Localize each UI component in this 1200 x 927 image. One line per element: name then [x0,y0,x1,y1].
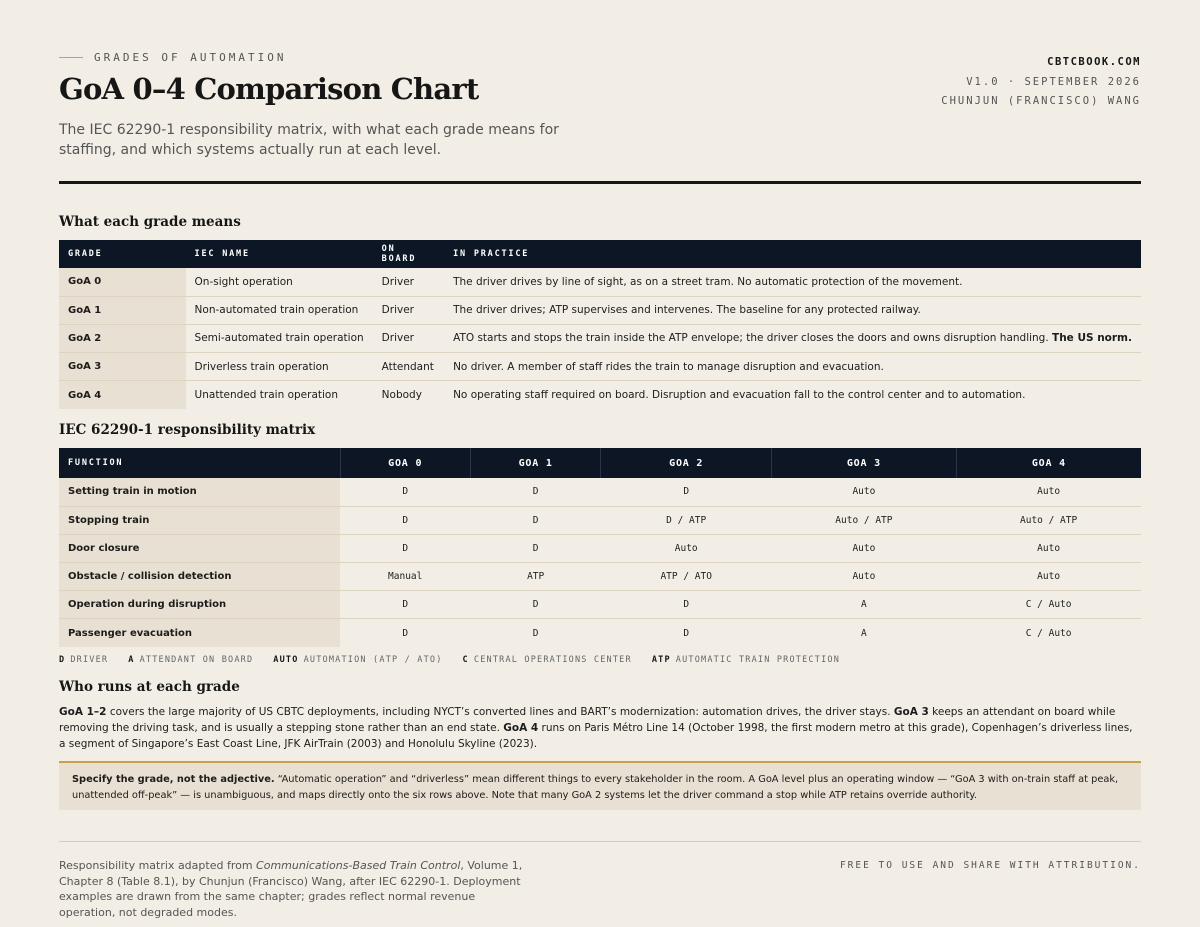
matrix-cell: Auto / ATP [956,506,1141,534]
version-date: V1.0 · SEPTEMBER 2026 [966,75,1141,88]
matrix-cell: Auto [772,478,957,506]
who-runs-heading: Who runs at each grade [59,679,240,695]
on-board-cell: Driver [373,268,444,296]
legend-item [273,655,442,665]
goa-1-2-text: covers the large majority of US CBTC deployments, including NYCT’s converted lines and BART’s modernization: automation drives, the driver stays. [106,706,894,718]
matrix-cell: A [861,627,867,639]
iec-name-cell: Semi-automated train operation [186,324,373,352]
col-goa-2: GOA 2 [601,448,772,478]
practice-cell [444,296,1141,324]
col-on-board: ON BOARD [373,240,444,268]
legend-label: AUTOMATION (ATP / ATO) [303,655,443,665]
legend-item [128,655,253,665]
goa-3-label: GoA 3 [893,706,929,718]
function-cell: Obstacle / collision detection [59,563,340,591]
matrix-cell: D [532,627,539,639]
table-row [59,591,1141,619]
legend-item [59,655,108,665]
matrix-cell: C / Auto [1025,627,1072,639]
on-board-cell: Nobody [381,389,422,402]
eyebrow-rule [59,57,83,58]
grade-cell: GoA 2 [59,324,186,352]
practice-text: The driver drives by line of sight, as on a street tram. No automatic protection of the movement. [453,275,963,288]
practice-text: The driver drives; ATP supervises and intervenes. The baseline for any protected railway. [453,304,921,317]
on-board-cell: Driver [373,324,444,352]
table-row [59,353,1141,381]
matrix-cell: Auto [772,563,957,591]
iec-name-cell: Non-automated train operation [186,296,373,324]
matrix-cell: ATP [470,563,600,591]
matrix-cell: D [340,591,470,619]
practice-cell [444,353,1141,381]
function-cell: Setting train in motion [59,478,340,506]
on-board-cell: Driver [373,296,444,324]
grade-cell: GoA 4 [59,381,186,409]
goa-3-text: keeps an attendant on board while removing the driving task, and is usually a stepping stone rather than an end state. [59,706,1116,734]
matrix-cell: ATP / ATO [601,563,772,591]
matrix-cell: Auto [956,563,1141,591]
grade-cell: GoA 1 [59,296,186,324]
matrix-cell: Manual [340,563,470,591]
table-row [59,478,1141,506]
matrix-cell: D [601,591,772,619]
grades-table [59,240,1141,409]
responsibility-matrix [59,448,1141,647]
footer-divider [59,841,1141,842]
license-note: FREE TO USE AND SHARE WITH ATTRIBUTION. [839,860,1141,871]
callout-lead: Specify the grade, not the adjective. [72,774,275,785]
function-cell: Operation during disruption [59,591,340,619]
legend-key: A [128,655,135,665]
practice-text: No operating staff required on board. Disruption and evacuation fall to the control center and to automation. [453,389,1026,402]
goa-4-label: GoA 4 [503,722,539,734]
col-goa-4: GOA 4 [956,448,1141,478]
practice-cell [444,381,1141,409]
legend-key: ATP [651,655,671,665]
col-iec-name: IEC NAME [186,240,373,268]
matrix-cell: D / ATP [601,506,772,534]
source-pre: Responsibility matrix adapted from [59,859,257,872]
col-goa-0: GOA 0 [340,448,470,478]
function-cell: Stopping train [59,506,340,534]
header-meta [941,53,1141,112]
eyebrow [59,51,286,64]
legend-item [463,655,632,665]
goa-1-2-label: GoA 1–2 [59,706,107,718]
source-book-title: Communications-Based Train Control [256,859,461,872]
legend-key: AUTO [273,655,299,665]
grade-cell: GoA 0 [59,268,186,296]
grades-header-row [59,240,1141,268]
source-post: , Volume 1, Chapter 8 (Table 8.1), by Chunjun (Francisco) Wang, after IEC 62290-1. Deployment examples are drawn from the same chapter; grades reflect normal revenue operation, not degraded modes. [59,859,523,919]
page-subtitle: The IEC 62290-1 responsibility matrix, with what each grade means for staffing, and which systems actually run at each level. [59,122,559,158]
legend-label: DRIVER [70,655,109,665]
practice-emphasis: The US norm. [1052,332,1132,345]
matrix-cell: D [402,627,409,639]
grades-heading: What each grade means [59,214,241,230]
site-name: CBTCBOOK.COM [1047,56,1141,68]
matrix-cell: D [470,478,600,506]
col-function: FUNCTION [59,448,340,478]
matrix-cell: C / Auto [956,591,1141,619]
function-cell: Door closure [59,534,340,562]
matrix-cell: Auto [956,478,1141,506]
matrix-cell: Auto [772,534,957,562]
legend-key: C [462,655,469,665]
matrix-cell: Auto / ATP [772,506,957,534]
matrix-heading: IEC 62290-1 responsibility matrix [59,422,316,438]
legend-label: CENTRAL OPERATIONS CENTER [473,655,632,665]
matrix-cell: Auto [956,534,1141,562]
function-cell: Passenger evacuation [59,619,340,647]
table-row [59,324,1141,352]
table-row [59,296,1141,324]
author-name: CHUNJUN (FRANCISCO) WANG [941,95,1141,107]
col-grade: GRADE [59,240,186,268]
header-divider [59,181,1141,184]
table-row [59,534,1141,562]
legend-label: AUTOMATIC TRAIN PROTECTION [675,655,841,665]
legend-item [652,655,840,665]
matrix-cell: D [601,478,772,506]
matrix-cell: D [340,534,470,562]
table-row [59,619,1141,647]
matrix-cell: Auto [601,534,772,562]
matrix-cell: D [470,534,600,562]
legend-key: D [59,655,66,665]
matrix-cell: D [470,506,600,534]
practice-text: No driver. A member of staff rides the train to manage disruption and evacuation. [453,360,884,373]
eyebrow-text: GRADES OF AUTOMATION [94,51,287,64]
matrix-cell: D [683,627,690,639]
col-goa-3: GOA 3 [772,448,957,478]
matrix-cell: D [340,478,470,506]
table-row [59,381,1141,409]
callout-text: “Automatic operation” and “driverless” mean different things to every stakeholder in the room. A GoA level plus an operating window — “GoA 3 with on-train staff at peak, unattended off-peak” — is unambiguous, and maps directly onto the six rows above. Note that many GoA 2 systems let the driver command a stop while ATP retains override authority. [72,774,1119,801]
legend-label: ATTENDANT ON BOARD [139,655,254,665]
matrix-cell: D [470,591,600,619]
col-in-practice: IN PRACTICE [444,240,1141,268]
iec-name-cell: Driverless train operation [186,353,373,381]
matrix-cell: A [772,591,957,619]
page-title: GoA 0–4 Comparison Chart [59,72,479,106]
col-goa-1: GOA 1 [470,448,600,478]
who-runs-paragraph [59,704,1141,752]
iec-name-cell: Unattended train operation [194,389,338,402]
practice-cell [444,268,1141,296]
grade-cell: GoA 3 [59,353,186,381]
source-note [59,858,529,920]
table-row [59,506,1141,534]
callout-box [59,761,1141,810]
table-row [59,268,1141,296]
matrix-header-row [59,448,1141,478]
iec-name-cell: On-sight operation [186,268,373,296]
matrix-cell: D [340,506,470,534]
matrix-legend [59,655,860,665]
on-board-cell: Attendant [373,353,444,381]
practice-cell [444,324,1141,352]
goa-4-text: runs on Paris Métro Line 14 (October 1998, the first modern metro at this grade), Copenhagen’s driverless lines, a segment of Singapore’s East Coast Line, JFK AirTrain (2003) and Honolulu Skyline (2023). [59,722,1133,750]
practice-text: ATO starts and stops the train inside the ATP envelope; the driver closes the doors and owns disruption handling. [453,332,1053,345]
table-row [59,563,1141,591]
